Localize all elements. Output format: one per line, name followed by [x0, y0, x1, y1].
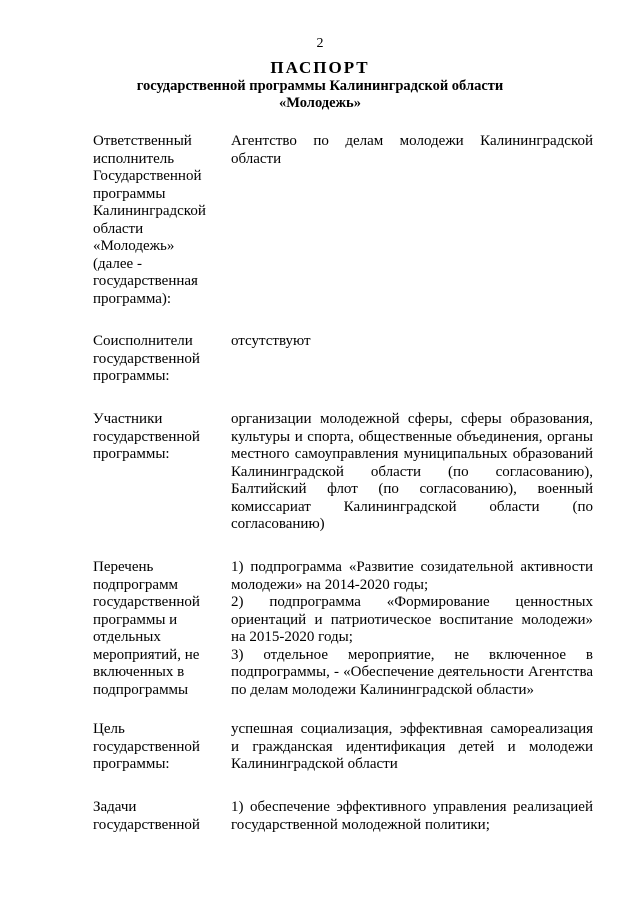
- row-value-paragraph: Агентство по делам молодежи Калининградской области: [231, 133, 593, 167]
- row-value: [231, 721, 593, 774]
- document-subtitle: [0, 78, 640, 112]
- subtitle-line-2: «Молодежь»: [279, 95, 361, 111]
- row-value: [231, 333, 593, 351]
- row-value: [231, 411, 593, 534]
- row-value-paragraph: успешная социализация, эффективная самореализация и гражданская идентификация детей и молодежи Калининградской области: [231, 721, 593, 772]
- page-number: 2: [316, 36, 324, 51]
- row-label: Перечень подпрограмм государственной программы и отдельных мероприятий, не включенных в подпрограммы: [93, 559, 200, 698]
- row-value-paragraph: организации молодежной сферы, сферы образования, культуры и спорта, общественные объединения, органы местного самоуправления муниципальных образований Калининградской области (по согласованию), Балтийский флот (по согласованию), военный комиссариат Калининградской области (по согласованию): [231, 411, 593, 532]
- row-label: Соисполнители государственной программы:: [93, 333, 200, 384]
- row-value-paragraph: 2) подпрограмма «Формирование ценностных ориентаций и патриотическое воспитание молодежи» на 2015-2020 годы;: [231, 594, 593, 645]
- row-label: Ответственный исполнитель Государственной программы Калининградской области «Молодежь» (далее - государственная программа):: [93, 133, 206, 307]
- subtitle-line-1: государственной программы Калининградской области: [136, 78, 504, 94]
- row-label: Задачи государственной: [93, 799, 200, 833]
- document-title: ПАСПОРТ: [270, 58, 370, 77]
- row-value-paragraph: 1) подпрограмма «Развитие созидательной активности молодежи» на 2014-2020 годы;: [231, 559, 593, 593]
- row-value-paragraph: отсутствуют: [231, 333, 311, 349]
- row-value: [231, 559, 593, 699]
- row-value-paragraph: 1) обеспечение эффективного управления реализацией государственной молодежной политики;: [231, 799, 593, 833]
- row-value: [231, 799, 593, 834]
- row-label: Цель государственной программы:: [93, 721, 200, 772]
- row-value: [231, 133, 593, 168]
- row-value-paragraph: 3) отдельное мероприятие, не включенное в подпрограммы, - «Обеспечение деятельности Агентства по делам молодежи Калининградской области»: [231, 646, 593, 698]
- row-label: Участники государственной программы:: [93, 411, 200, 462]
